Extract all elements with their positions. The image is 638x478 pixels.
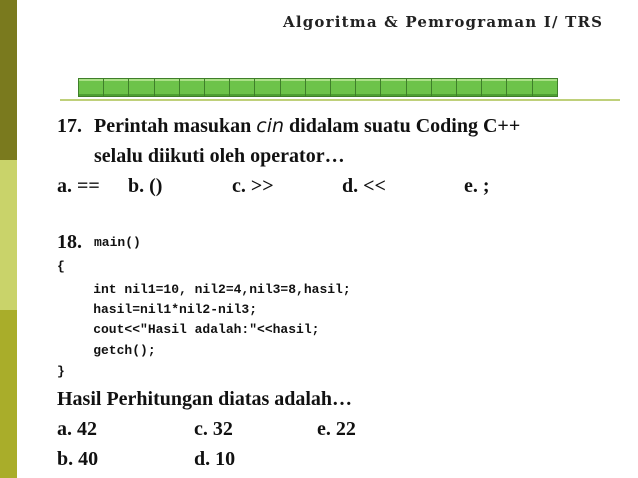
decorative-block xyxy=(280,78,305,97)
decorative-block xyxy=(481,78,506,97)
decorative-block xyxy=(204,78,229,97)
code-line-1: main() xyxy=(94,235,141,250)
q18-question: Hasil Perhitungan diatas adalah… xyxy=(57,388,353,410)
decorative-block-strip xyxy=(78,78,558,98)
decorative-block xyxy=(78,78,103,97)
q18-option-e: e. 22 xyxy=(317,418,356,440)
decorative-block xyxy=(431,78,456,97)
decorative-block xyxy=(330,78,355,97)
code-line-7: } xyxy=(57,364,65,379)
sidebar-segment-light xyxy=(0,160,17,310)
q17-line1 xyxy=(94,115,520,138)
q17-option-c: c. >> xyxy=(232,175,274,197)
code-line-5: cout<<"Hasil adalah:"<<hasil; xyxy=(62,322,320,337)
q17-option-a: a. == xyxy=(57,175,100,197)
header-divider xyxy=(60,99,620,101)
decorative-block xyxy=(406,78,431,97)
q17-number: 17. xyxy=(57,115,82,137)
code-line-2: { xyxy=(57,259,65,274)
decorative-block xyxy=(532,78,558,97)
q17-option-e: e. ; xyxy=(464,175,490,197)
left-sidebar-decoration xyxy=(0,0,17,478)
q18-number: 18. xyxy=(57,231,82,253)
q17-keyword-cin: cin xyxy=(256,115,285,137)
decorative-block xyxy=(380,78,405,97)
q17-option-b: b. () xyxy=(128,175,163,197)
sidebar-segment-olive xyxy=(0,310,17,478)
q17-line1-post: didalam suatu Coding C++ xyxy=(284,115,521,137)
decorative-block xyxy=(103,78,128,97)
code-line-6: getch(); xyxy=(62,343,156,358)
decorative-block xyxy=(506,78,531,97)
q18-option-c: c. 32 xyxy=(194,418,233,440)
q18-option-b: b. 40 xyxy=(57,448,99,470)
decorative-block xyxy=(355,78,380,97)
code-line-4: hasil=nil1*nil2-nil3; xyxy=(62,302,258,317)
code-line-3: int nil1=10, nil2=4,nil3=8,hasil; xyxy=(62,282,351,297)
decorative-block xyxy=(254,78,279,97)
q17-line2: selalu diikuti oleh operator… xyxy=(94,145,345,167)
decorative-block xyxy=(456,78,481,97)
sidebar-segment-dark xyxy=(0,0,17,160)
q17-option-d: d. << xyxy=(342,175,386,197)
decorative-block xyxy=(305,78,330,97)
decorative-block xyxy=(179,78,204,97)
decorative-block xyxy=(229,78,254,97)
decorative-block xyxy=(154,78,179,97)
q17-line1-pre: Perintah masukan xyxy=(94,115,257,137)
decorative-block xyxy=(128,78,153,97)
slide-header-title: Algoritma & Pemrograman I/ TRS xyxy=(283,13,604,31)
q18-option-a: a. 42 xyxy=(57,418,97,440)
q18-option-d: d. 10 xyxy=(194,448,236,470)
